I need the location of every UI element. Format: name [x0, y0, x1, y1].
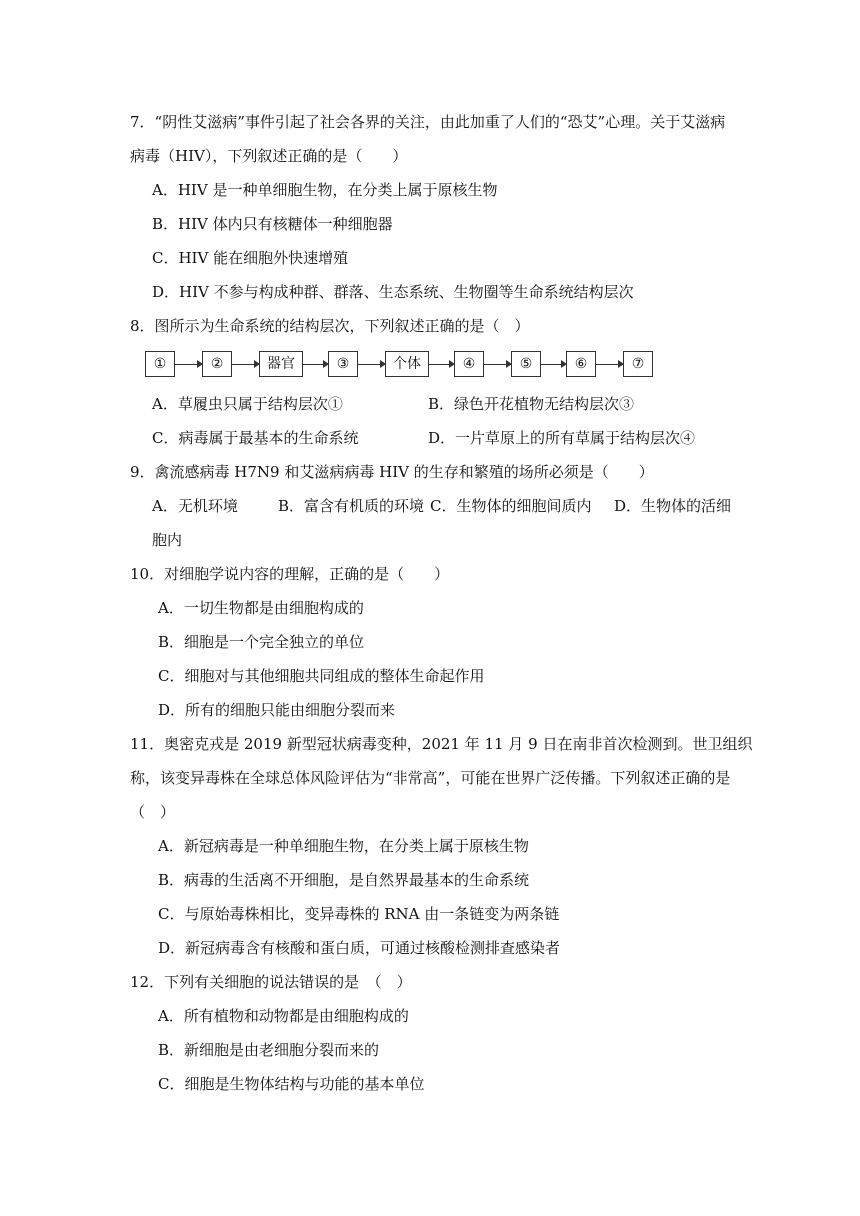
q8-option-a: A．草履虫只属于结构层次① — [152, 395, 343, 413]
diagram-box-3: ③ — [328, 351, 358, 377]
q11-option-b: B．病毒的生活离不开细胞，是自然界最基本的生命系统 — [158, 871, 530, 889]
q9-option-d: D．生物体的活细 — [614, 497, 732, 515]
diagram-box-individual: 个体 — [385, 351, 429, 377]
q9-stem: 9．禽流感病毒 H7N9 和艾滋病病毒 HIV 的生存和繁殖的场所必须是（ ） — [130, 463, 654, 481]
diagram-box-2: ② — [202, 351, 232, 377]
diagram-arrow — [358, 364, 385, 365]
q9-option-b: B．富含有机质的环境 — [278, 497, 425, 515]
q10-stem: 10．对细胞学说内容的理解，正确的是（ ） — [130, 565, 450, 583]
structure-level-diagram — [145, 351, 657, 379]
diagram-arrow — [596, 364, 623, 365]
q10-option-b: B．细胞是一个完全独立的单位 — [158, 633, 365, 651]
diagram-arrow — [303, 364, 328, 365]
q10-option-c: C．细胞对与其他细胞共同组成的整体生命起作用 — [158, 667, 485, 685]
diagram-arrow — [232, 364, 259, 365]
q8-option-d: D．一片草原上的所有草属于结构层次④ — [428, 429, 696, 447]
diagram-box-6: ⑥ — [566, 351, 596, 377]
diagram-box-7: ⑦ — [623, 351, 653, 377]
q9-option-a: A．无机环境 — [152, 497, 238, 515]
diagram-arrow — [484, 364, 511, 365]
q8-option-c: C．病毒属于最基本的生命系统 — [152, 429, 359, 447]
q7-option-c: C．HIV 能在细胞外快速增殖 — [152, 249, 349, 267]
q9-option-c: C．生物体的细胞间质内 — [430, 497, 592, 515]
diagram-arrow — [429, 364, 454, 365]
q12-option-b: B．新细胞是由老细胞分裂而来的 — [158, 1041, 380, 1059]
q11-stem-line3: （ ） — [130, 803, 176, 821]
q7-stem-line1: 7．“阴性艾滋病”事件引起了社会各界的关注，由此加重了人们的“恐艾”心理。关于艾滋病 — [130, 113, 726, 131]
diagram-arrow — [541, 364, 566, 365]
diagram-box-4: ④ — [454, 351, 484, 377]
q10-option-a: A．一切生物都是由细胞构成的 — [158, 599, 364, 617]
diagram-box-organ: 器官 — [259, 351, 303, 377]
q11-option-c: C．与原始毒株相比，变异毒株的 RNA 由一条链变为两条链 — [158, 905, 560, 923]
q7-option-a: A．HIV 是一种单细胞生物，在分类上属于原核生物 — [152, 181, 498, 199]
q12-stem: 12．下列有关细胞的说法错误的是 （ ） — [130, 973, 412, 991]
q8-stem: 8．图所示为生命系统的结构层次，下列叙述正确的是（ ） — [130, 317, 530, 335]
q7-stem-line2: 病毒（HIV），下列叙述正确的是（ ） — [130, 147, 408, 165]
diagram-box-5: ⑤ — [511, 351, 541, 377]
q11-stem-line1: 11．奥密克戎是 2019 新型冠状病毒变种，2021 年 11 月 9 日在南非首次检测到。世卫组织 — [130, 735, 753, 753]
q11-option-d: D．新冠病毒含有核酸和蛋白质，可通过核酸检测排查感染者 — [158, 939, 561, 957]
q8-option-b: B．绿色开花植物无结构层次③ — [428, 395, 635, 413]
q10-option-d: D．所有的细胞只能由细胞分裂而来 — [158, 701, 396, 719]
diagram-box-1: ① — [145, 351, 175, 377]
q12-option-a: A．所有植物和动物都是由细胞构成的 — [158, 1007, 409, 1025]
diagram-arrow — [175, 364, 202, 365]
q11-stem-line2: 称，该变异毒株在全球总体风险评估为“非常高”，可能在世界广泛传播。下列叙述正确的是 — [130, 769, 731, 787]
q7-option-b: B．HIV 体内只有核糖体一种细胞器 — [152, 215, 393, 233]
q12-option-c: C．细胞是生物体结构与功能的基本单位 — [158, 1075, 425, 1093]
q9-option-d-continued: 胞内 — [152, 531, 183, 549]
q11-option-a: A．新冠病毒是一种单细胞生物，在分类上属于原核生物 — [158, 837, 529, 855]
q7-option-d: D．HIV 不参与构成种群、群落、生态系统、生物圈等生命系统结构层次 — [152, 283, 634, 301]
